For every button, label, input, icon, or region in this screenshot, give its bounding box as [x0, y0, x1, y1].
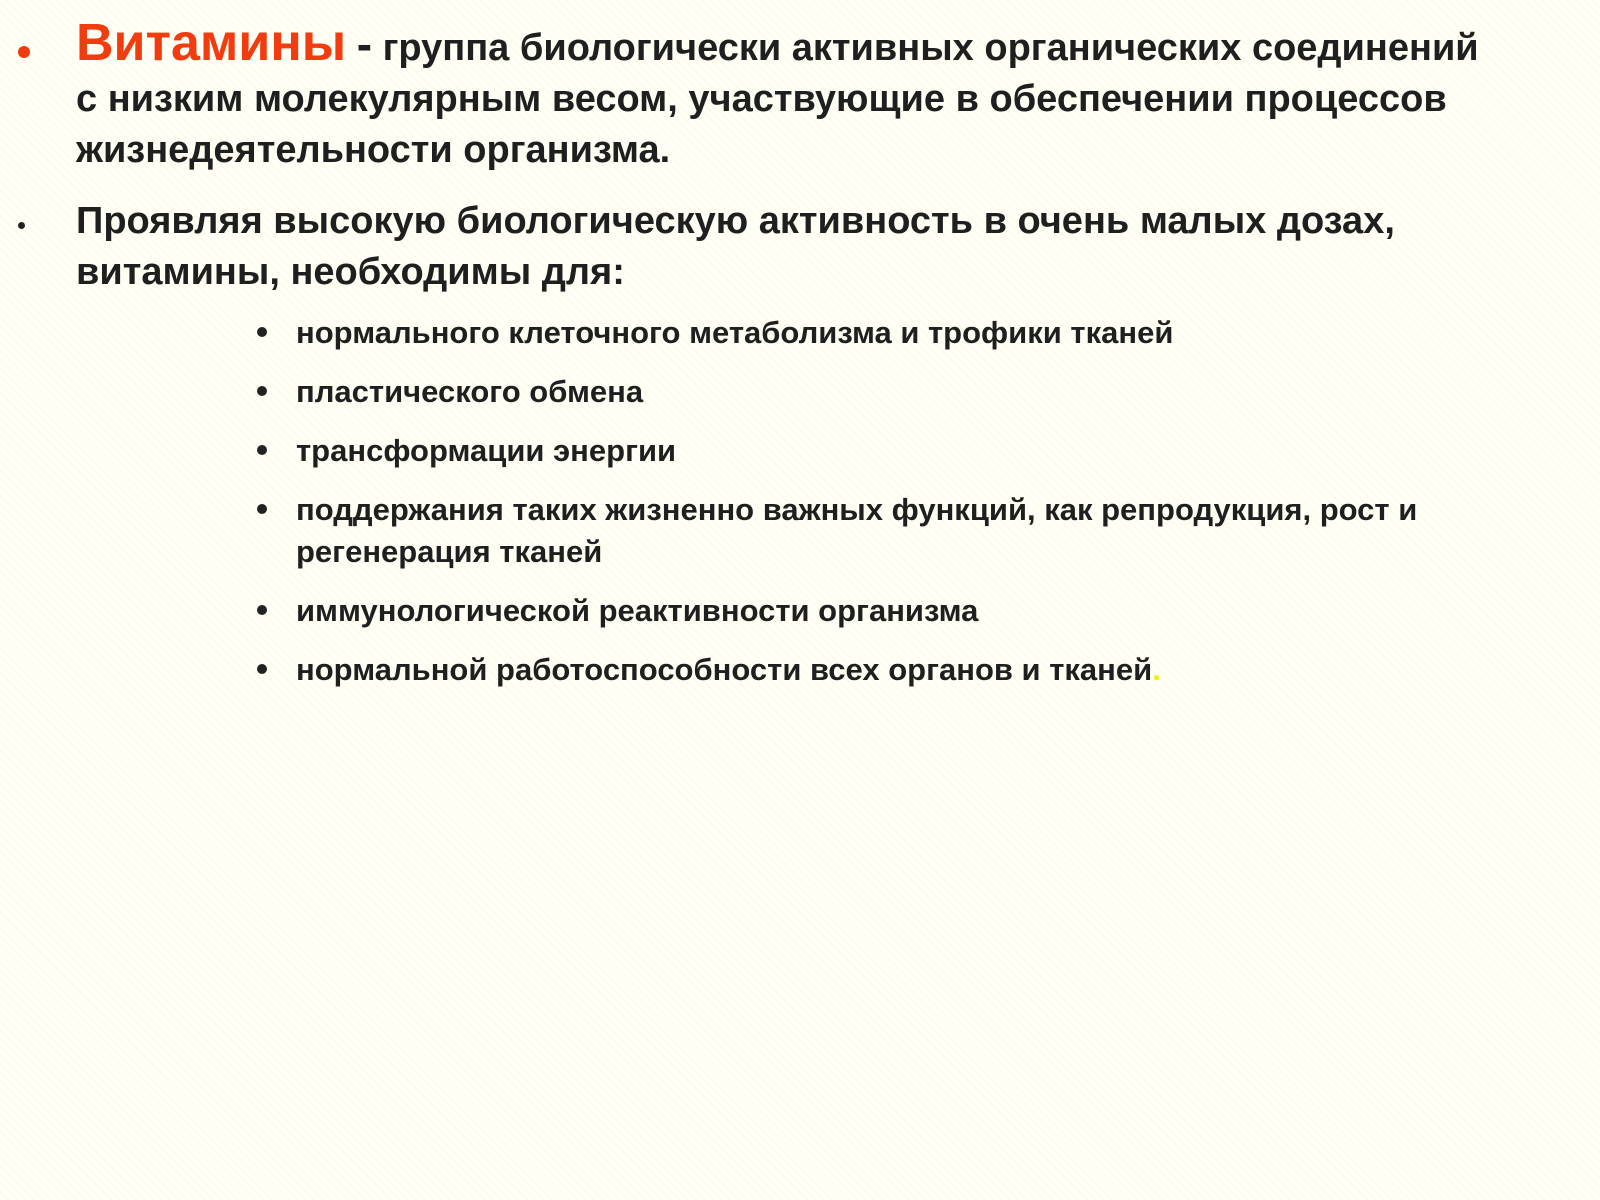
bullet-dot-icon: [257, 605, 267, 615]
list-item: [296, 371, 1586, 413]
list-item-text: нормальной работоспособности всех органов и тканей: [296, 652, 1153, 687]
bullet-dot-icon: [257, 386, 267, 396]
list-item: [296, 489, 1586, 573]
list-item: [296, 430, 1586, 472]
list-item: [296, 590, 1586, 632]
intro-bullet: [76, 196, 1576, 298]
bullet-dot-icon: [257, 327, 267, 337]
definition-bullet: [76, 14, 1496, 176]
list-item-text: поддержания таких жизненно важных функций, как репродукция, рост и регенерация тканей: [296, 492, 1418, 569]
list-item-text: иммунологической реактивности организма: [296, 593, 979, 628]
bullet-dot-icon: [257, 664, 267, 674]
list-item-text: нормального клеточного метаболизма и трофики тканей: [296, 315, 1174, 350]
term-vitamins: Витамины: [76, 14, 347, 72]
definition-text: группа биологически активных органических соединений с низким молекулярным весом, участвующие в обеспечении процессов жизнедеятельности организма.: [76, 27, 1479, 171]
bullet-dot-icon: [18, 46, 30, 58]
trailing-dot: .: [1152, 652, 1161, 687]
list-item-text: трансформации энергии: [296, 433, 677, 468]
list-item-text: пластического обмена: [296, 374, 644, 409]
list-item: [296, 312, 1586, 354]
list-item: [296, 649, 1586, 691]
term-dash: -: [356, 18, 373, 70]
bullet-dot-icon: [18, 222, 25, 229]
bullet-dot-icon: [257, 504, 267, 514]
intro-text: Проявляя высокую биологическую активность в очень малых дозах, витамины, необходимы для:: [76, 200, 1395, 293]
needs-list: [296, 312, 1586, 708]
bullet-dot-icon: [257, 445, 267, 455]
